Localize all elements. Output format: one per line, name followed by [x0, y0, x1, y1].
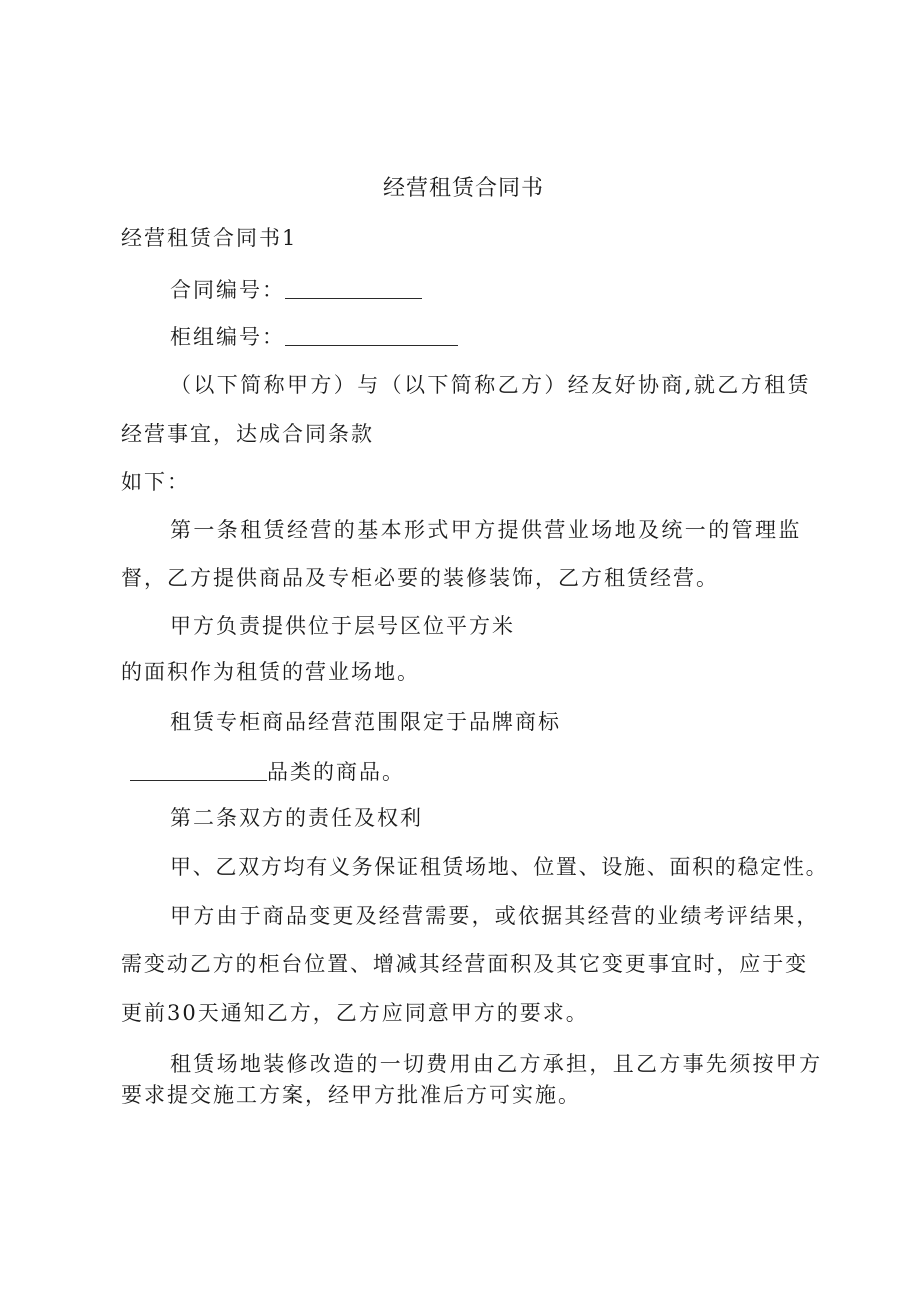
duty-line-1: 甲、乙双方均有义务保证租赁场地、位置、设施、面积的稳定性。: [170, 855, 829, 879]
document-subtitle: 经营租赁合同书1: [121, 226, 298, 250]
change-line-3: 更前30天通知乙方，乙方应同意甲方的要求。: [121, 1001, 589, 1025]
brand-category-blank: [130, 760, 267, 781]
article-1-line-2: 督，乙方提供商品及专柜必要的装修装饰，乙方租赁经营。: [121, 566, 719, 590]
renovation-line-1: 租赁场地装修改造的一切费用由乙方承担，且乙方事先须按甲方: [170, 1052, 823, 1076]
parties-paragraph-line-2: 经营事宜，达成合同条款: [121, 422, 374, 446]
contract-number-blank: [285, 278, 422, 299]
area-line-2: 的面积作为租赁的营业场地。: [121, 660, 420, 684]
article-1-line-1: 第一条租赁经营的基本形式甲方提供营业场地及统一的管理监: [170, 518, 802, 542]
parties-paragraph-line-1: （以下简称甲方）与（以下简称乙方）经友好协商,就乙方租赁: [170, 373, 811, 397]
contract-number-line: [170, 278, 422, 301]
scope-line-1: 租赁专柜商品经营范围限定于品牌商标: [170, 710, 561, 734]
parties-paragraph-line-3: 如下：: [121, 470, 190, 494]
area-line-1: 甲方负责提供位于层号区位平方米: [170, 614, 515, 638]
article-2-title: 第二条双方的责任及权利: [170, 806, 423, 830]
counter-number-line: [170, 325, 458, 348]
change-line-2: 需变动乙方的柜台位置、增减其经营面积及其它变更事宜时，应于变: [121, 952, 808, 976]
contract-number-label: 合同编号：: [170, 278, 285, 302]
scope-line-2-text: 品类的商品。: [267, 760, 405, 784]
change-line-1: 甲方由于商品变更及经营需要，或依据其经营的业绩考评结果，: [170, 904, 820, 928]
counter-number-blank: [285, 325, 458, 346]
renovation-line-2: 要求提交施工方案，经甲方批准后方可实施。: [121, 1083, 581, 1107]
scope-line-2: [130, 760, 405, 783]
counter-number-label: 柜组编号：: [170, 325, 285, 349]
document-title: 经营租赁合同书: [383, 176, 545, 201]
